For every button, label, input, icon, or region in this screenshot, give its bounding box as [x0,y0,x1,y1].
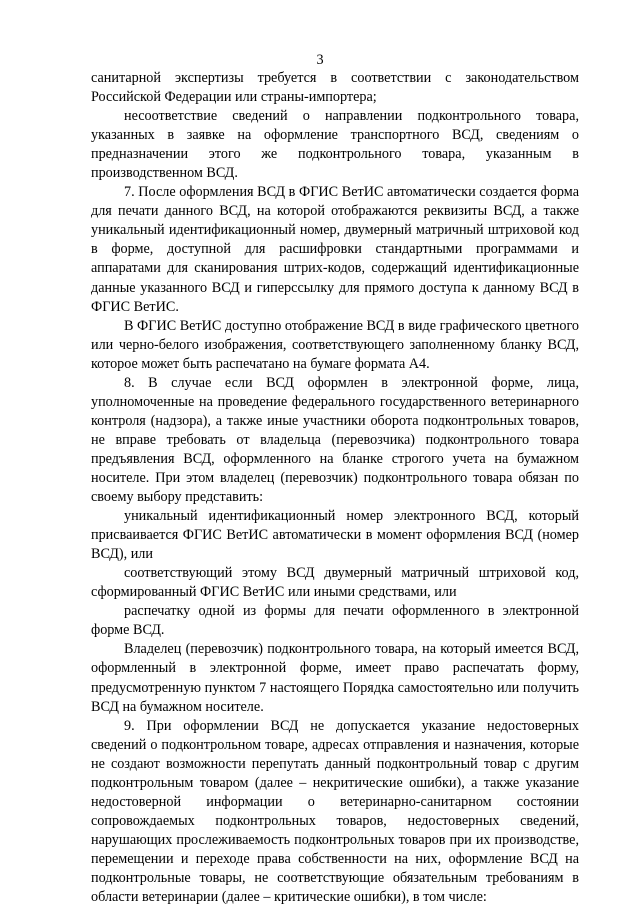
paragraph: 7. После оформления ВСД в ФГИС ВетИС автоматически создается форма для печати данного ВСД, на которой отображаются реквизиты ВСД, а также уникальный идентификационный номер, двумерный матричный штриховой код в форме, доступной для расшифровки стандартными программами и аппаратами для сканирования штрих-кодов, содержащий идентификационные данные указанного ВСД и гиперссылку для прямого доступа к данному ВСД в ФГИС ВетИС. [91,184,579,315]
paragraph: 9. При оформлении ВСД не допускается указание недостоверных сведений о подконтрольном товаре, адресах отправления и назначения, которые не создают возможности перепутать данный подконтрольный товар с другим подконтрольным товаром (далее – некритические ошибки), а также указание недостоверной информации о ветеринарно-санитарном состоянии сопровождаемых подконтрольных товаров, недостоверных сведений, нарушающих прослеживаемость подконтрольных товаров при их производстве, перемещении и переходе права собственности на них, оформление ВСД на подконтрольные товары, не соответствующие обязательным требованиям в области ветеринарии (далее – критические ошибки), в том числе: [91,717,579,906]
paragraph: уникальный идентификационный номер электронного ВСД, который присваивается ФГИС ВетИС автоматически в момент оформления ВСД (номер ВСД), или [91,508,579,563]
paragraph: 8. В случае если ВСД оформлен в электронной форме, лица, уполномоченные на проведение федерального государственного ветеринарного контроля (надзора), а также иные участники оборота подконтрольных товаров, не вправе требовать от владельца (перевозчика) подконтрольного товара предъявления ВСД, оформленного на бланке строгого учета на бумажном носителе. При этом владелец (перевозчик) подконтрольного товара обязан по своему выбору представить: [91,374,579,506]
paragraph: санитарной экспертизы требуется в соответствии с законодательством Российской Федерации или страны-импортера; [91,70,579,106]
page-number: 3 [316,52,324,68]
paragraph: Владелец (перевозчик) подконтрольного товара, на который имеется ВСД, оформленный в электронной форме, имеет право распечатать форму, предусмотренную пунктом 7 настоящего Порядка самостоятельно или получить ВСД на бумажном носителе. [91,641,579,715]
paragraph: соответствующий этому ВСД двумерный матричный штриховой код, сформированный ФГИС ВетИС или иными средствами, или [91,565,579,601]
paragraph: В ФГИС ВетИС доступно отображение ВСД в виде графического цветного или черно-белого изображения, соответствующего заполненному бланку ВСД, которое может быть распечатано на бумаге формата А4. [91,317,579,372]
paragraph: несоответствие сведений о направлении подконтрольного товара, указанных в заявке на оформление транспортного ВСД, сведениям о предназначении этого же подконтрольного товара, указанным в производственном ВСД. [91,108,579,182]
document-body [91,69,579,907]
paragraph: распечатку одной из формы для печати оформленного в электронной форме ВСД. [91,603,579,639]
